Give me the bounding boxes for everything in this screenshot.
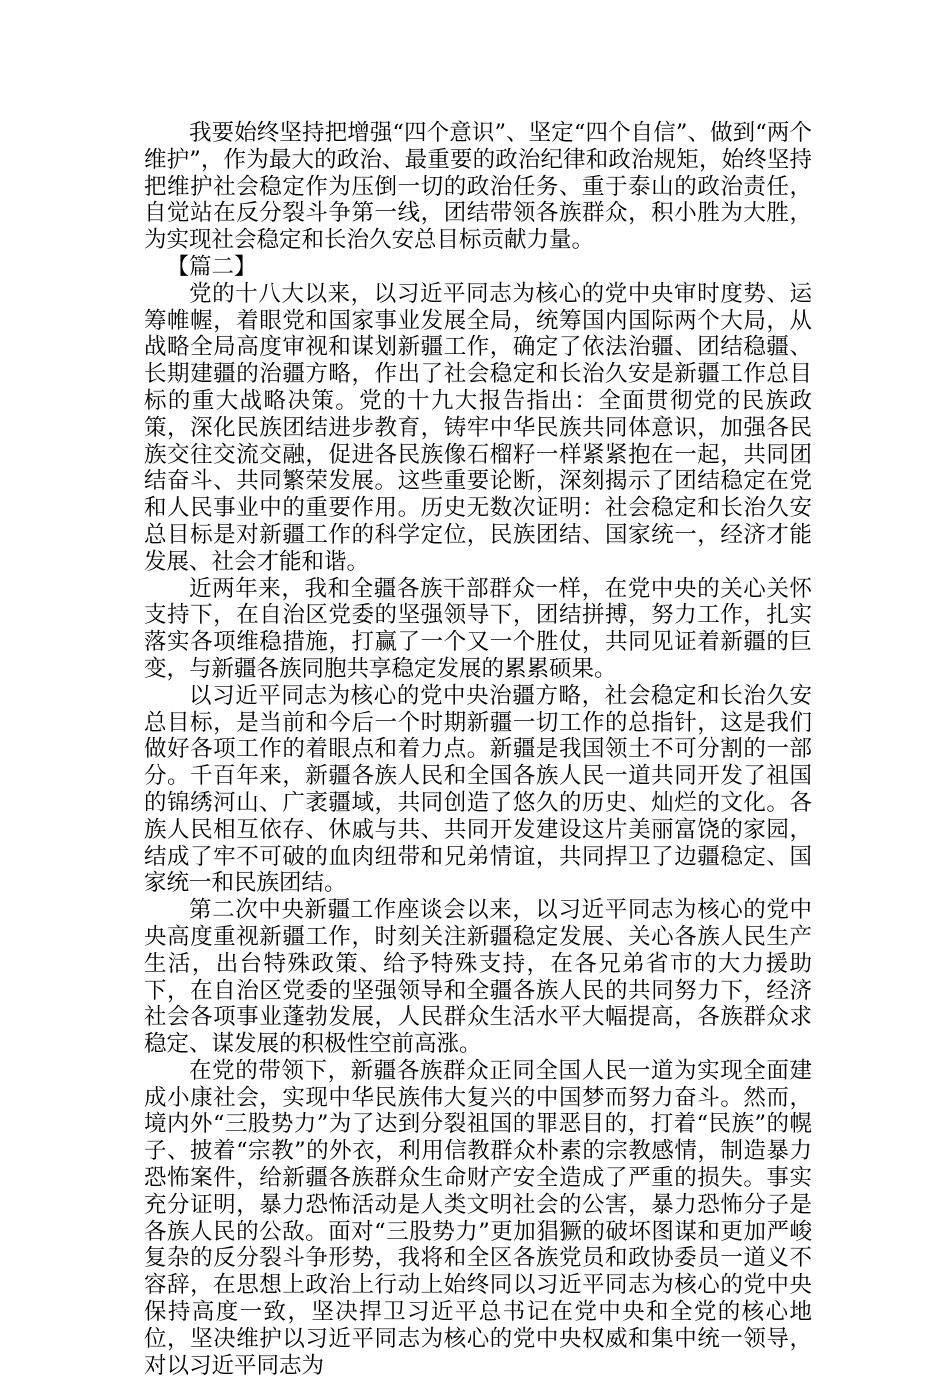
paragraph-5: 第二次中央新疆工作座谈会以来，以习近平同志为核心的党中央高度重视新疆工作，时刻关注新疆稳定发展、关心各族人民生产生活，出台特殊政策、给予特殊支持，在各兄弟省市的大力援助下，在自治区党委的坚强领导和全疆各族人民的共同努力下，经济社会各项事业蓬勃发展，人民群众生活水平大幅提高，各族群众求稳定、谋发展的积极性空前高涨。	[144, 897, 812, 1058]
paragraph-2: 党的十八大以来，以习近平同志为核心的党中央审时度势、运筹帷幄，着眼党和国家事业发展全局，统筹国内国际两个大局，从战略全局高度审视和谋划新疆工作，确定了依法治疆、团结稳疆、长期建疆的治疆方略，作出了社会稳定和长治久安是新疆工作总目标的重大战略决策。党的十九大报告指出：全面贯彻党的民族政策，深化民族团结进步教育，铸牢中华民族共同体意识，加强各民族交往交流交融，促进各民族像石榴籽一样紧紧抱在一起，共同团结奋斗、共同繁荣发展。这些重要论断，深刻揭示了团结稳定在党和人民事业中的重要作用。历史无数次证明：社会稳定和长治久安总目标是对新疆工作的科学定位，民族团结、国家统一，经济才能发展、社会才能和谐。	[144, 280, 812, 575]
paragraph-6: 在党的带领下，新疆各族群众正同全国人民一道为实现全面建成小康社会，实现中华民族伟大复兴的中国梦而努力奋斗。然而，境内外“三股势力”为了达到分裂祖国的罪恶目的，打着“民族”的幌子、披着“宗教”的外衣，利用信教群众朴素的宗教感情，制造暴力恐怖案件，给新疆各族群众生命财产安全造成了严重的损失。事实充分证明，暴力恐怖活动是人类文明社会的公害，暴力恐怖分子是各族人民的公敌。面对“三股势力”更加猖獗的破坏图谋和更加严峻复杂的反分裂斗争形势，我将和全区各族党员和政协委员一道义不容辞，在思想上政治上行动上始终同以习近平同志为核心的党中央保持高度一致，坚决捍卫习近平总书记在党中央和全党的核心地位，坚决维护以习近平同志为核心的党中央权威和集中统一领导，对以习近平同志为	[144, 1057, 812, 1379]
paragraph-1: 我要始终坚持把增强“四个意识”、坚定“四个自信”、做到“两个维护”，作为最大的政治、最重要的政治纪律和政治规矩，始终坚持把维护社会稳定作为压倒一切的政治任务、重于泰山的政治责任，自觉站在反分裂斗争第一线，团结带领各族群众，积小胜为大胜，为实现社会稳定和长治久安总目标贡献力量。	[144, 120, 812, 254]
paragraph-4: 以习近平同志为核心的党中央治疆方略，社会稳定和长治久安总目标，是当前和今后一个时期新疆一切工作的总指针，这是我们做好各项工作的着眼点和着力点。新疆是我国领土不可分割的一部分。千百年来，新疆各族人民和全国各族人民一道共同开发了祖国的锦绣河山、广袤疆域，共同创造了悠久的历史、灿烂的文化。各族人民相互依存、休戚与共、共同开发建设这片美丽富饶的家园，结成了牢不可破的血肉纽带和兄弟情谊，共同捍卫了边疆稳定、国家统一和民族团结。	[144, 682, 812, 897]
paragraph-3: 近两年来，我和全疆各族干部群众一样，在党中央的关心关怀支持下，在自治区党委的坚强领导下，团结拼搏，努力工作，扎实落实各项维稳措施，打赢了一个又一个胜仗，共同见证着新疆的巨变，与新疆各族同胞共享稳定发展的累累硕果。	[144, 575, 812, 682]
document-page	[144, 120, 812, 1379]
section-heading-part-two: 【篇二】	[166, 253, 257, 280]
